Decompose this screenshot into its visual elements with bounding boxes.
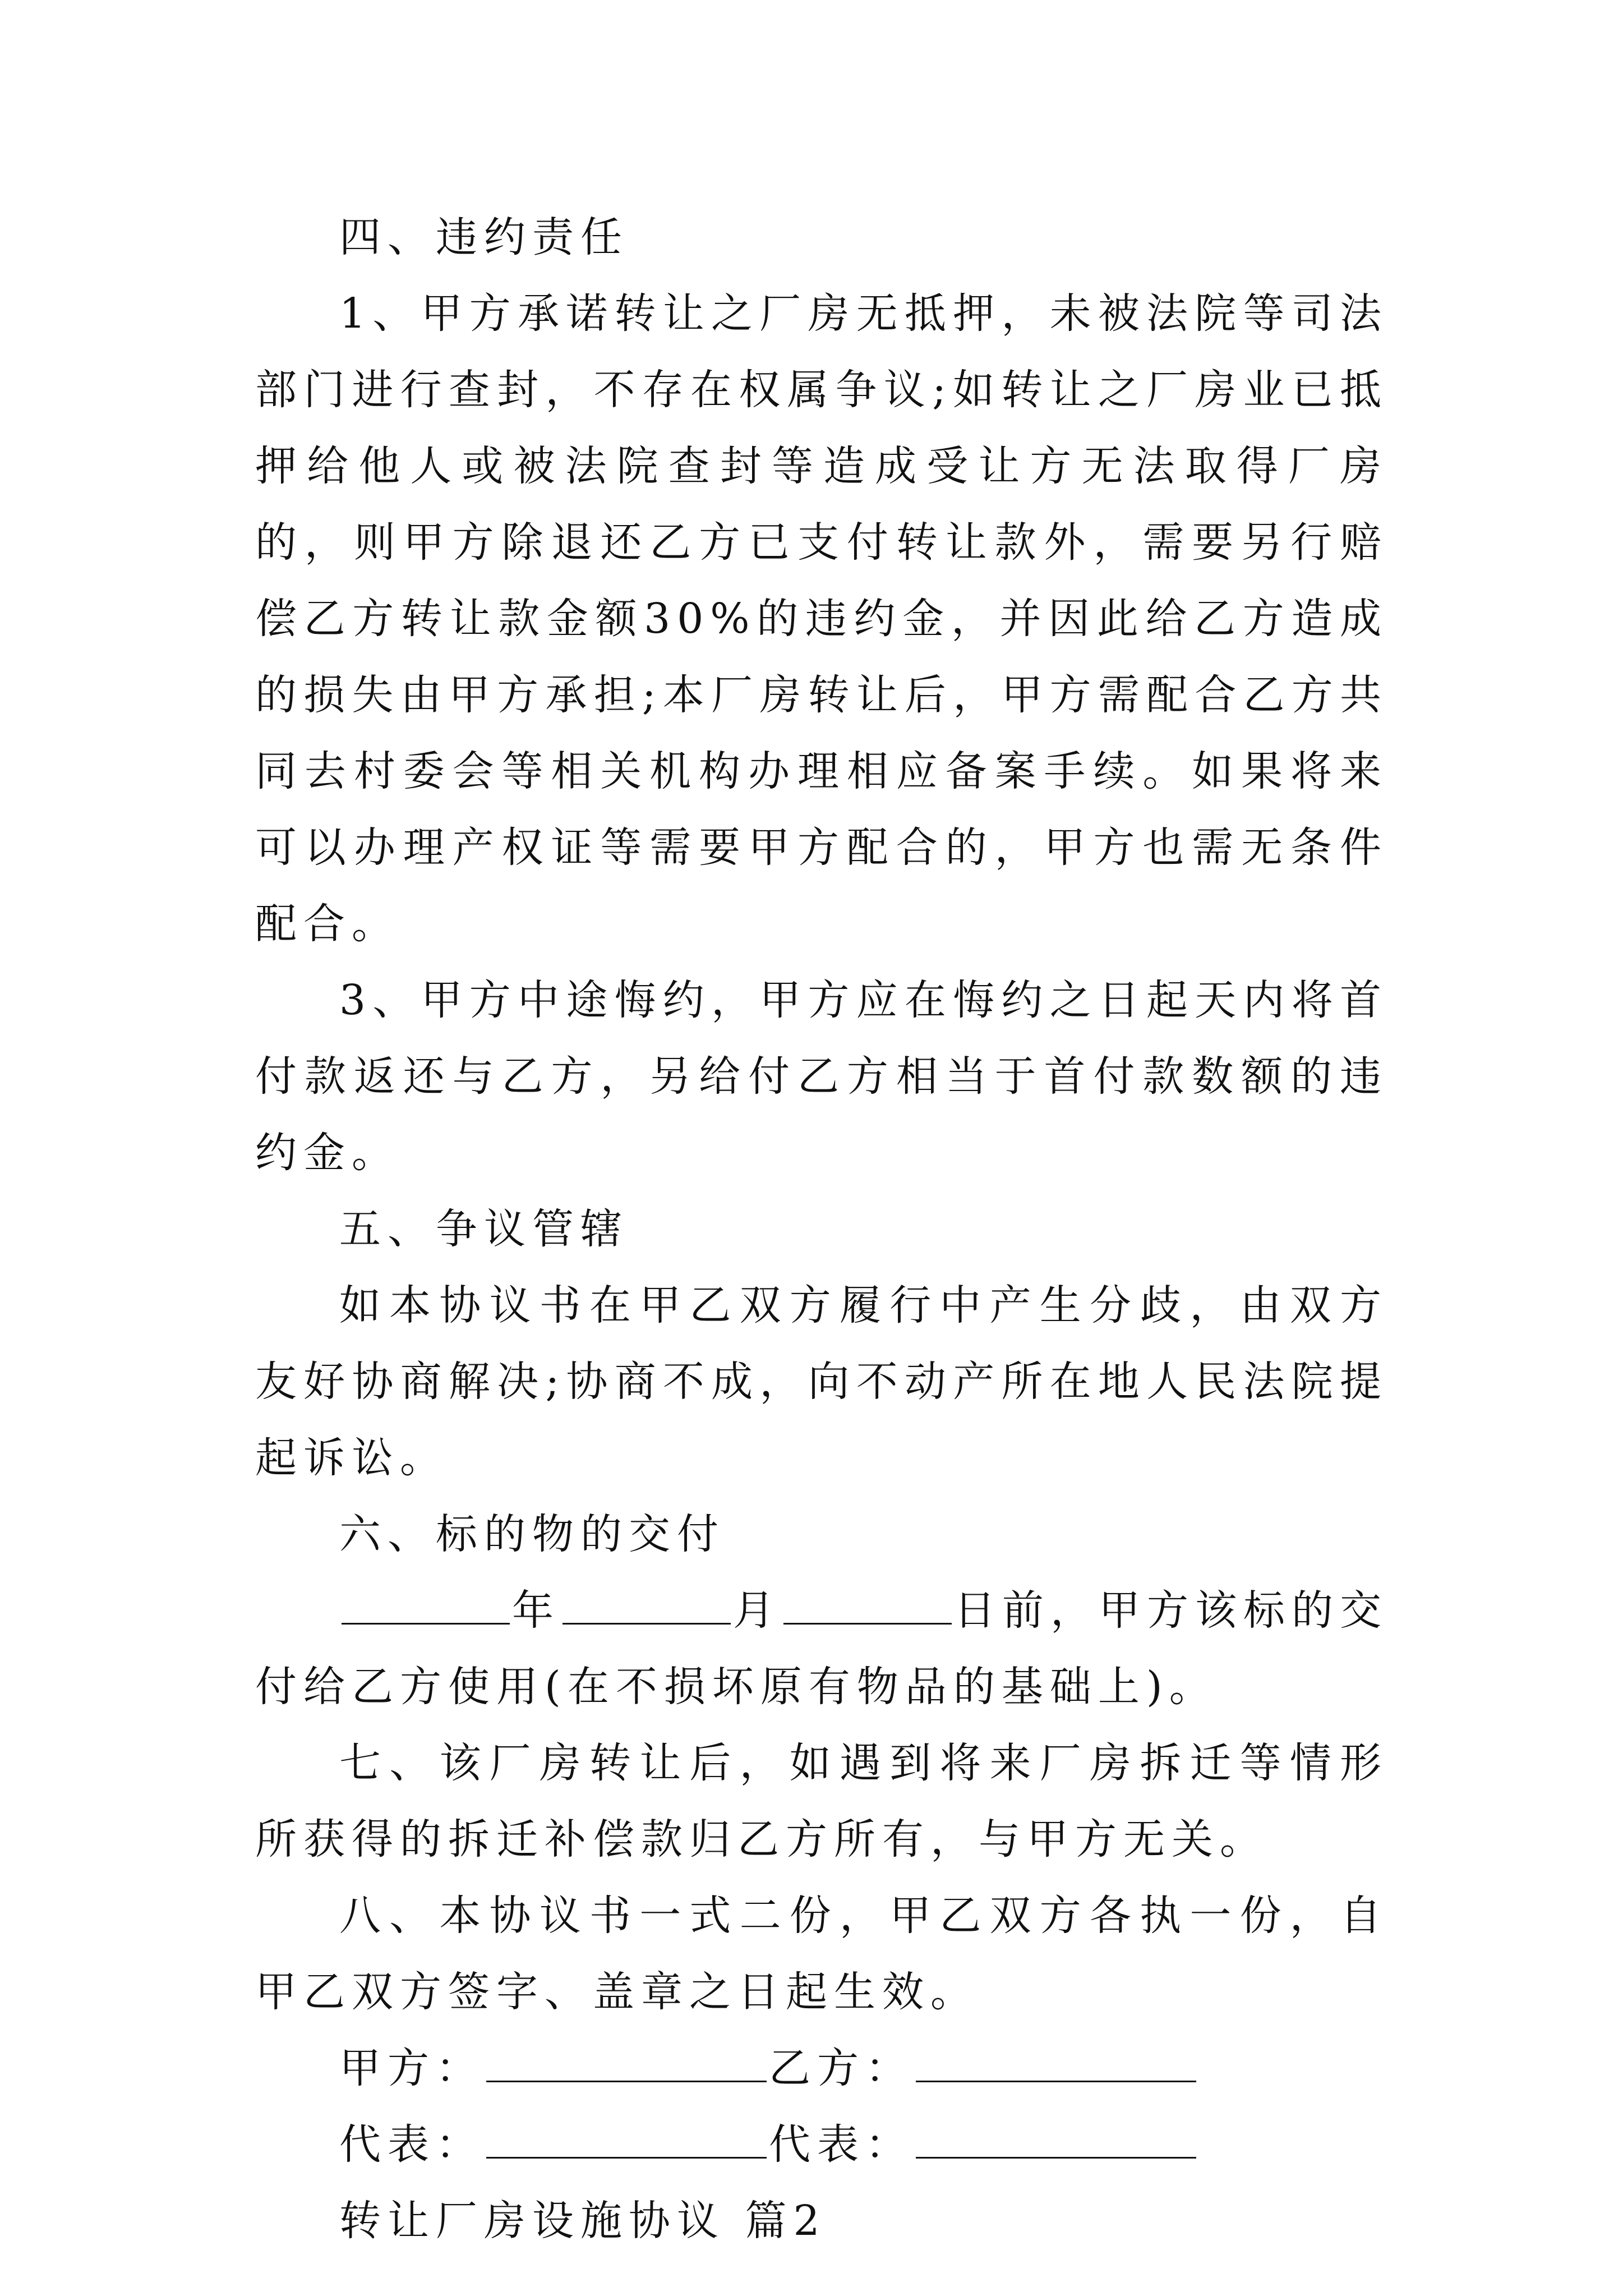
section-four-clause-3: 3、甲方中途悔约，甲方应在悔约之日起天内将首付款返还与乙方，另给付乙方相当于首付款数额的违约金。 — [255, 976, 1388, 1177]
month-blank — [562, 1581, 731, 1625]
party-a-blank — [486, 2039, 767, 2082]
rep-a-label: 代表： — [339, 2120, 484, 2169]
party-a-label: 甲方： — [339, 2044, 484, 2092]
document-body — [255, 199, 1388, 2259]
section-six-title: 六、标的物的交付 — [339, 1510, 725, 1558]
party-b-label: 乙方： — [769, 2044, 914, 2092]
rep-a-blank — [486, 2115, 767, 2159]
section-seven-text: 七、该厂房转让后，如遇到将来厂房拆迁等情形所获得的拆迁补偿款归乙方所有，与甲方无关。 — [255, 1739, 1388, 1864]
section-five-title: 五、争议管辖 — [339, 1205, 629, 1253]
month-label: 月 — [733, 1586, 781, 1635]
rep-b-blank — [916, 2115, 1196, 2159]
party-b-blank — [916, 2039, 1196, 2082]
day-blank — [783, 1581, 952, 1625]
party-signature-line — [255, 2030, 1388, 2106]
section-eight-text: 八、本协议书一式二份，甲乙双方各执一份，自甲乙双方签字、盖章之日起生效。 — [255, 1892, 1388, 2016]
rep-b-label: 代表： — [769, 2120, 914, 2169]
year-label: 年 — [512, 1586, 560, 1635]
next-agreement-title: 转让厂房设施协议 篇2 — [339, 2197, 827, 2245]
year-blank — [342, 1581, 510, 1625]
section-four-title: 四、违约责任 — [339, 213, 629, 261]
section-four-clause-1: 1、甲方承诺转让之厂房无抵押，未被法院等司法部门进行查封，不存在权属争议;如转让之厂房业已抵押给他人或被法院查封等造成受让方无法取得厂房的，则甲方除退还乙方已支付转让款外，需要另行赔偿乙方转让款金额30%的违约金，并因此给乙方造成的损失由甲方承担;本厂房转让后，甲方需配合乙方共同去村委会等相关机构办理相应备案手续。如果将来可以办理产权证等需要甲方配合的，甲方也需无条件配合。 — [255, 289, 1388, 948]
representative-signature-line — [255, 2106, 1388, 2183]
section-six-text — [255, 1572, 1388, 1725]
section-five-text: 如本协议书在甲乙双方履行中产生分歧，由双方友好协商解决;协商不成，向不动产所在地人民法院提起诉讼。 — [255, 1281, 1388, 1482]
section-six-rest: 日前，甲方该标的交付给乙方使用(在不损坏原有物品的基础上)。 — [255, 1586, 1388, 1711]
